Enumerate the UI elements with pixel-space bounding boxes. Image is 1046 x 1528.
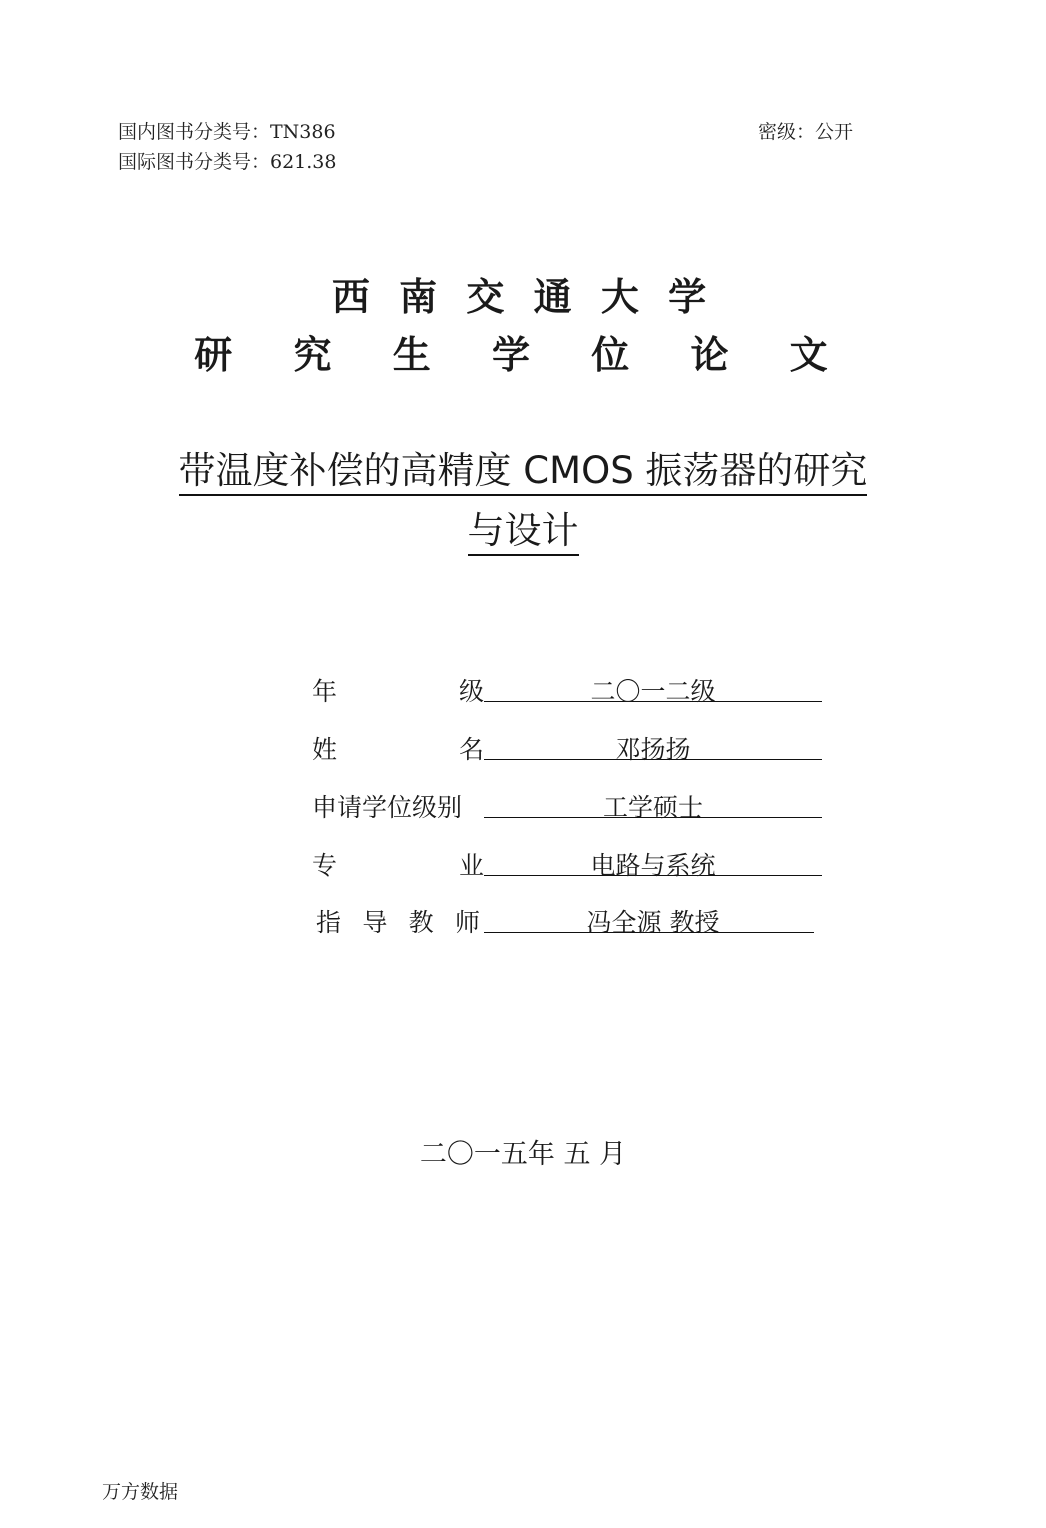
info-row-degree: [312, 788, 822, 824]
info-row-advisor: [312, 903, 822, 939]
info-row-major: [312, 846, 822, 882]
info-label-name: 姓 名: [312, 735, 484, 764]
footer-watermark: 万方数据: [102, 1481, 179, 1503]
info-value-name: 邓扬扬: [615, 735, 691, 764]
info-value-major: 电路与系统: [590, 851, 716, 880]
secrecy-level: 密级：公开: [758, 121, 854, 143]
intl-class-number: 国际图书分类号：621.38: [118, 151, 337, 173]
info-value-advisor: 冯全源 教授: [586, 908, 720, 937]
info-value-grade: 二〇一二级: [590, 677, 716, 706]
domestic-class-number: 国内图书分类号：TN386: [118, 121, 336, 143]
info-label-degree: 申请学位级别: [312, 793, 463, 822]
document-type: 研 究 生 学 位 论 文: [194, 333, 852, 377]
info-label-advisor: 指 导 教 师: [316, 908, 480, 937]
info-row-grade: [312, 672, 822, 708]
thesis-title-line1-text: 带温度补偿的高精度 CMOS 振荡器的研究: [179, 449, 868, 496]
thesis-title-line2: [0, 500, 1046, 554]
university-name: 西 南 交 通 大 学: [331, 275, 715, 319]
info-value-degree: 工学硕士: [602, 793, 703, 822]
thesis-title-line2-text: 与设计: [468, 509, 579, 556]
info-label-grade: 年 级: [312, 677, 484, 706]
info-label-major: 专 业: [312, 851, 484, 880]
thesis-title-line1: [0, 440, 1046, 494]
info-row-name: [312, 730, 822, 766]
thesis-date: 二〇一五年 五 月: [419, 1139, 627, 1170]
